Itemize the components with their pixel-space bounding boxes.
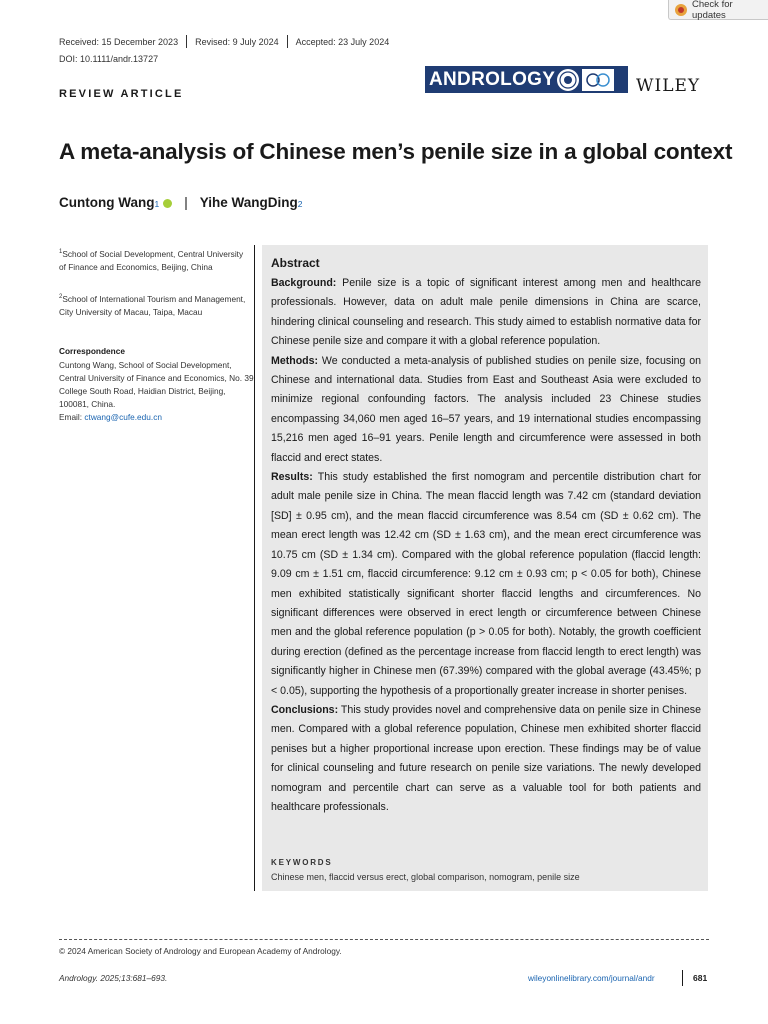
correspondence-details	[59, 359, 254, 424]
section-text: Penile size is a topic of significant interest among men and healthcare professionals. However, data on adult male penile dimensions in China are scarce, hindering clinical counseling and research. This study aimed to establish normative data for Chinese penile size and compare it with a global reference population.	[271, 277, 701, 348]
journal-name: ANDROLOGY	[429, 68, 556, 90]
author-list	[59, 195, 302, 210]
email-link[interactable]: ctwang@cufe.edu.cn	[84, 412, 162, 422]
accepted-date: Accepted: 23 July 2024	[295, 36, 390, 47]
author-affiliation-marker[interactable]: 1	[154, 199, 160, 209]
abstract-rule	[254, 245, 255, 891]
section-label: Methods:	[271, 354, 319, 367]
correspondence-address: Cuntong Wang, School of Social Development, Central University of Finance and Economics, No. 39 College South Road, Haidian District, Beijing, 100081, China.	[59, 360, 254, 409]
keywords-list: Chinese men, flaccid versus erect, global comparison, nomogram, penile size	[271, 872, 580, 882]
author-name[interactable]: Cuntong Wang	[59, 195, 155, 210]
eaa-society-icon	[582, 69, 614, 91]
journal-logo	[425, 66, 628, 93]
section-text: This study established the first nomogram and percentile distribution chart for adult male penile size in China. The mean flaccid length was 7.42 cm (standard deviation [SD] ± 0.95 cm), and the mean flaccid circumference was 8.54 cm (SD ± 0.62 cm). The mean erect length was 12.42 cm (SD ± 1.63 cm), and the mean erect circumference was 10.75 cm (SD ± 1.34 cm). Compared with the global reference population (flaccid length: 9.09 cm ± 1.51 cm, flaccid circumference: 9.12 cm ± 0.93 cm; p < 0.05 for both), Chinese men exhibited statistically significant shorter flaccid lengths and circumferences. No significant differences were observed in erect length or circumference between Chinese men and the global reference population (p > 0.05 for both). Notably, the growth coefficient during erection (defined as the percentage increase from flaccid length to erect length) was significantly higher in Chinese men (67.39%) compared with the global average (43.45%; p < 0.05), supporting the hypothesis of a proportionally greater increase in shorter penises.	[271, 471, 701, 697]
author-separator: |	[184, 195, 188, 210]
divider	[682, 970, 683, 986]
received-date: Received: 15 December 2023	[59, 36, 179, 47]
affiliation-marker: 1	[59, 249, 63, 255]
abstract-conclusions	[271, 701, 701, 817]
journal-website-link[interactable]: wileyonlinelibrary.com/journal/andr	[528, 973, 655, 983]
publisher-logo: WILEY	[636, 76, 701, 96]
affiliation-marker: 2	[59, 294, 63, 300]
abstract-background	[271, 274, 701, 352]
abstract-methods	[271, 352, 701, 468]
affiliation-text: School of International Tourism and Management, City University of Macau, Taipa, Macau	[59, 293, 246, 317]
abstract-body	[271, 274, 701, 817]
section-label: Conclusions:	[271, 703, 339, 716]
author-name[interactable]: Yihe WangDing	[199, 195, 298, 210]
divider	[287, 35, 288, 48]
orcid-icon[interactable]	[163, 199, 172, 208]
section-label: Background:	[271, 277, 337, 289]
email-label: Email:	[59, 412, 85, 422]
correspondence-heading: Correspondence	[59, 346, 125, 356]
check-for-updates-button[interactable]	[668, 0, 768, 20]
article-title: A meta-analysis of Chinese men’s penile size in a global context	[59, 139, 733, 164]
abstract-results	[271, 468, 701, 701]
affiliation-text: School of Social Development, Central University of Finance and Economics, Beijing, China	[59, 248, 244, 272]
article-type: REVIEW ARTICLE	[59, 88, 184, 100]
affiliation	[59, 291, 249, 319]
page-number: 681	[693, 973, 708, 983]
check-for-updates-label: Check for updates	[692, 0, 733, 21]
affiliation	[59, 246, 249, 274]
article-dates	[59, 35, 389, 48]
footer-divider	[59, 939, 709, 940]
citation: Andrology. 2025;13:681–693.	[59, 973, 168, 983]
author-affiliation-marker[interactable]: 2	[297, 199, 303, 209]
abstract-heading: Abstract	[271, 256, 320, 270]
doi: DOI: 10.1111/andr.13727	[59, 54, 159, 64]
divider	[186, 35, 187, 48]
asa-society-icon	[557, 69, 579, 91]
section-label: Results:	[271, 471, 313, 484]
crossmark-icon	[675, 4, 687, 16]
copyright: © 2024 American Society of Andrology and European Academy of Andrology.	[59, 946, 342, 956]
section-text: This study provides novel and comprehensive data on penile size in Chinese men. Compared with a global reference population, Chinese men exhibited shorter flaccid penises but a higher proportional increase upon erection. These findings may be of value for clinical counseling and future research on penile size variations. The newly developed nomogram and percentile chart can serve as a valuable tool for both patients and healthcare professionals.	[271, 703, 701, 813]
section-text: We conducted a meta-analysis of published studies on penile size, focusing on Chinese and international data. Studies from East and Southeast Asia were excluded to minimize regional confounding factors. The analysis included 23 Chinese studies encompassing 34,060 men aged 16–57 years, and 19 international studies encompassing 15,216 men aged 16–91 years. Penile length and circumference were assessed in both flaccid and erect states.	[271, 354, 701, 464]
revised-date: Revised: 9 July 2024	[195, 36, 279, 47]
keywords-heading: KEYWORDS	[271, 858, 333, 867]
